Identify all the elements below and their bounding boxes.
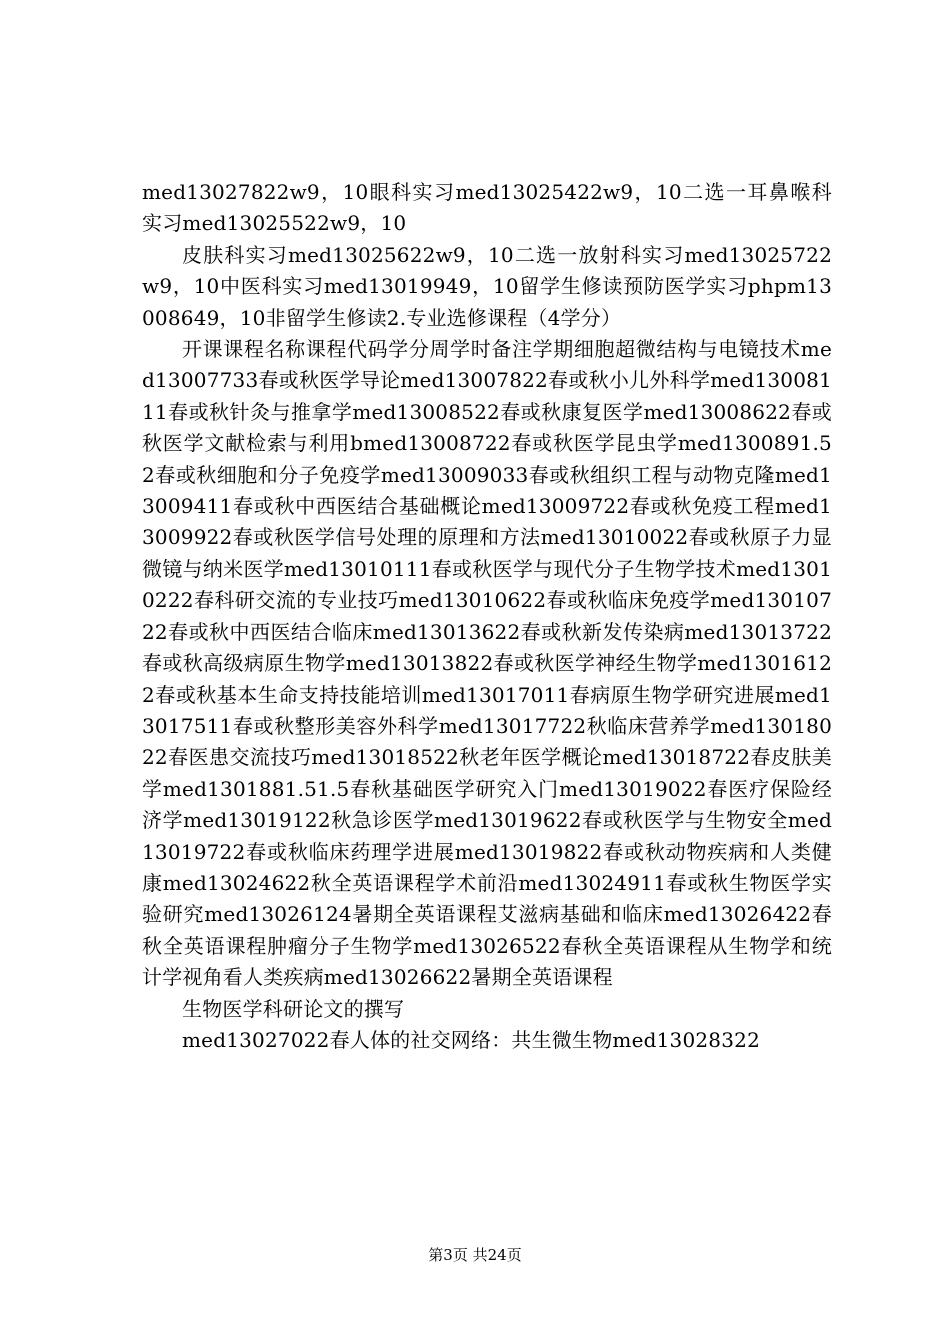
paragraph-internship-list: 皮肤科实习med13025622w9，10二选一放射科实习med13025722w9，10中医科实习med13019949，10留学生修读预防医学实习phpm13008649，10非留学生修读2.专业选修课程（4学分） [142,242,832,330]
paragraph-elective-courses: 开课课程名称课程代码学分周学时备注学期细胞超微结构与电镜技术med13007733春或秋医学导论med13007822春或秋小儿外科学med13008111春或秋针灸与推拿学med13008522春或秋康复医学med13008622春或秋医学文献检索与利用bmed13008722春或秋医学昆虫学med1300891.52春或秋细胞和分子免疫学med13009033春或秋组织工程与动物克隆med13009411春或秋中西医结合基础概论med13009722春或秋免疫工程med13009922春或秋医学信号处理的原理和方法med13010022春或秋原子力显微镜与纳米医学med13010111春或秋医学与现代分子生物学技术med13010222春科研交流的专业技巧med13010622春或秋临床免疫学med13010722春或秋中西医结合临床med13013622春或秋新发传染病med13013722春或秋高级病原生物学med13013822春或秋医学神经生物学med13016122春或秋基本生命支持技能培训med13017011春病原生物学研究进展med13017511春或秋整形美容外科学med13017722秋临床营养学med13018022春医患交流技巧med13018522秋老年医学概论med13018722春皮肤美学med1301881.51.5春秋基础医学研究入门med13019022春医疗保险经济学med13019122秋急诊医学med13019622春或秋医学与生物安全med13019722春或秋临床药理学进展med13019822春或秋动物疾病和人类健康med13024622秋全英语课程学术前沿med13024911春或秋生物医学实验研究med13026124暑期全英语课程艾滋病基础和临床med13026422春秋全英语课程肿瘤分子生物学med13026522春秋全英语课程从生物学和统计学视角看人类疾病med13026622暑期全英语课程 [142,337,832,990]
paragraph-course-codes: med13027022春人体的社交网络：共生微生物med13028322 [182,1027,761,1052]
document-body [142,177,832,1056]
paragraph-course-title: 生物医学科研论文的撰写 [182,996,405,1021]
page-number-footer: 第3页 共24页 [428,1246,522,1264]
paragraph-continuation: med13027822w9，10眼科实习med13025422w9，10二选一耳鼻喉科实习med13025522w9，10 [142,180,832,236]
